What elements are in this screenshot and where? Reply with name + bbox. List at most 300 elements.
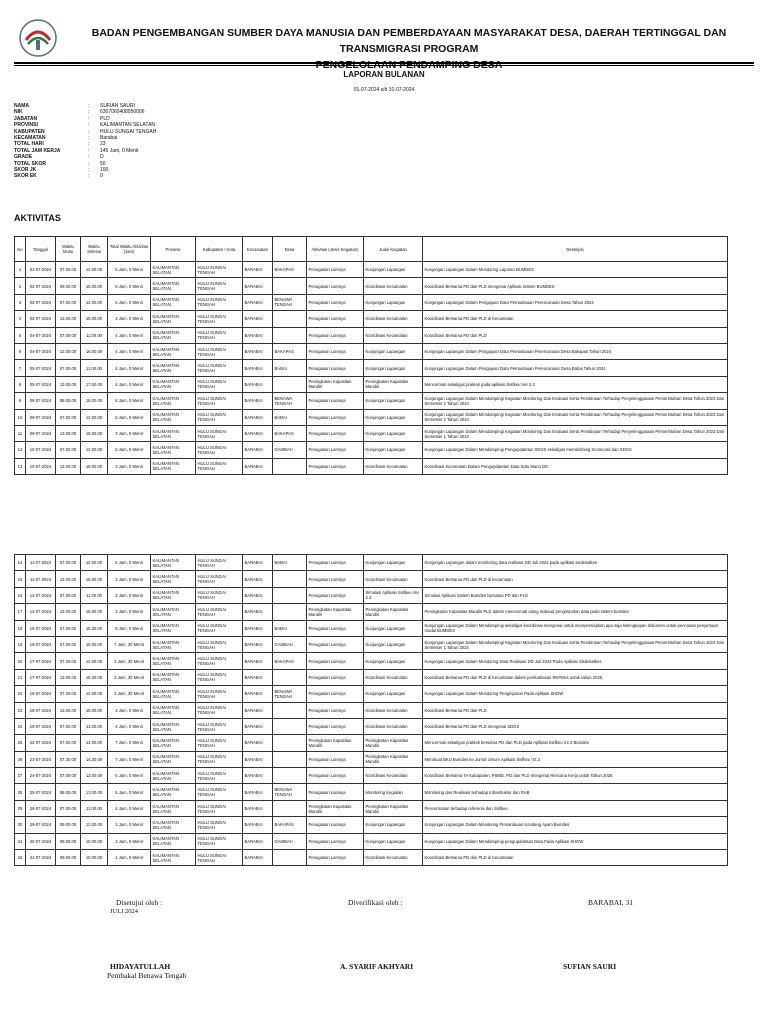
table-row: [15, 620, 728, 636]
table-cell: 11: [15, 425, 26, 441]
table-cell: BARABAI: [243, 393, 273, 409]
table-row: [15, 604, 728, 620]
table-cell: 29-07-2024: [26, 817, 56, 833]
table-cell: Monitoring Kegiatan: [364, 784, 423, 800]
table-cell: 5 Jam, 0 Menit: [108, 262, 151, 278]
table-cell: KALIMANTAN SELATAN: [151, 442, 196, 458]
info-label: SKOR JK: [14, 167, 37, 174]
table-cell: 22-07-2024: [26, 735, 56, 751]
info-value: KALIMANTAN SELATAN: [100, 122, 156, 129]
table-cell: Kunjungan Lapangan: [364, 620, 423, 636]
report-period: 01-07-2024 s/d 31-07-2024: [353, 87, 415, 93]
table-cell: 15.30.00: [81, 620, 108, 636]
table-cell: 02-07-2024: [26, 278, 56, 294]
table-cell: BENAWA TENGAH: [273, 393, 307, 409]
table-cell: Membuat BKU Bumdes ke Jurnal Umum Aplikasi Sisfkeu V2.3: [423, 751, 728, 767]
table-cell: 11.00.00: [81, 800, 108, 816]
table-row: [15, 800, 728, 816]
table-cell: 13.00.00: [56, 571, 81, 587]
table-cell: BARABAI: [243, 620, 273, 636]
header-rule-thin: [14, 65, 754, 66]
report-date-line: JULI 2024: [110, 908, 138, 915]
table-cell: 13.00.00: [56, 669, 81, 685]
table-cell: Koordinasi Kecamatan: [364, 850, 423, 866]
table-cell: 1: [15, 262, 26, 278]
table-cell: HULU SUNGAI TENGAH: [196, 768, 243, 784]
table-cell: Mencermati sekaligus praktek bersama PD dan PLD pada Aplikasi Sisfkeu V2.3 Bumdes: [423, 735, 728, 751]
table-cell: BARABAI: [243, 669, 273, 685]
table-cell: 09-07-2024: [26, 425, 56, 441]
table-cell: Kunjungan Lapangan Dalam Monitoring Pemantauan Kondang Ayam Bumdes: [423, 817, 728, 833]
table-row: [15, 458, 728, 474]
column-header: Waktu Selesai: [81, 237, 108, 262]
table-cell: Mencermati sekaligus praktek pada aplikasi Sisfkeu Ver 2.3: [423, 376, 728, 392]
table-cell: Kunjungan Lapangan Dalam Mendampingi sekaligus koordinasi mengenai untuk mempersiapkan apa saja kelengkapan dokumen untuk pencairan penyertaan modal BUMDES: [423, 620, 728, 636]
table-cell: 9: [15, 393, 26, 409]
table-cell: BENAWA TENGAH: [273, 294, 307, 310]
table-cell: Kunjungan Lapangan: [364, 817, 423, 833]
verified-by-label: Diverifikasi oleh :: [348, 898, 403, 907]
table-cell: KALIMANTAN SELATAN: [151, 587, 196, 603]
table-cell: 07.30.00: [56, 686, 81, 702]
table-cell: KALIMANTAN SELATAN: [151, 458, 196, 474]
table-cell: 03-07-2024: [26, 311, 56, 327]
table-cell: Pencermatan terhadap referensi dan Sisfkeu: [423, 800, 728, 816]
table-cell: BARABAI: [243, 800, 273, 816]
table-cell: HULU SUNGAI TENGAH: [196, 425, 243, 441]
info-label: KECAMATAN: [14, 135, 46, 142]
table-cell: 10.00.00: [81, 850, 108, 866]
table-cell: 12.00.00: [81, 555, 108, 571]
table-cell: BARABAI: [243, 262, 273, 278]
info-label: KABUPATEN: [14, 128, 45, 135]
table-row: [15, 294, 728, 310]
signer-name-2: A. SYARIF AKHYARI: [340, 962, 414, 971]
table-cell: 07.00.00: [56, 718, 81, 734]
info-value: 50: [100, 160, 106, 167]
column-header: Deskripsi: [423, 237, 728, 262]
table-cell: Koordinasi Kecamatan: [364, 768, 423, 784]
table-cell: 3 Jam, 0 Menit: [108, 702, 151, 718]
table-cell: 14: [15, 555, 26, 571]
info-label: TOTAL HARI: [14, 141, 44, 148]
table-row: [15, 784, 728, 800]
table-cell: BARABAI: [243, 817, 273, 833]
column-header: Total Waktu Aktivitas (Jam): [108, 237, 151, 262]
table-cell: Penugasan Lainnya: [307, 360, 364, 376]
table-cell: 16.00.00: [81, 571, 108, 587]
table-cell: 29: [15, 800, 26, 816]
table-cell: 3 Jam, 0 Menit: [108, 604, 151, 620]
table-cell: 5 Jam, 0 Menit: [108, 784, 151, 800]
table-cell: 7 Jam, 30 Menit: [108, 636, 151, 652]
table-cell: BARABAI: [243, 604, 273, 620]
table-cell: 25: [15, 735, 26, 751]
column-header: Waktu Mulai: [56, 237, 81, 262]
table-cell: Penugasan Lainnya: [307, 393, 364, 409]
table-cell: Penugasan Lainnya: [307, 409, 364, 425]
info-colon: :: [88, 147, 90, 154]
table-cell: KALIMANTAN SELATAN: [151, 718, 196, 734]
table-cell: 18-07-2024: [26, 686, 56, 702]
table-cell: KALIMANTAN SELATAN: [151, 702, 196, 718]
table-cell: 17: [15, 604, 26, 620]
table-cell: Penugasan Lainnya: [307, 751, 364, 767]
table-cell: 7: [15, 360, 26, 376]
table-cell: 12.00.00: [81, 409, 108, 425]
table-cell: 4 Jam, 0 Menit: [108, 800, 151, 816]
table-cell: 31: [15, 833, 26, 849]
table-cell: 4 Jam, 0 Menit: [108, 718, 151, 734]
table-cell: 12.00.00: [81, 653, 108, 669]
table-cell: Kunjungan Lapangan: [364, 833, 423, 849]
table-cell: KALIMANTAN SELATAN: [151, 768, 196, 784]
place-date: BARABAI, 31: [588, 898, 634, 907]
table-cell: Penugasan Lainnya: [307, 262, 364, 278]
activity-table-part-1: [14, 236, 728, 475]
info-value: 100: [100, 167, 109, 174]
table-cell: 16.00.00: [81, 343, 108, 359]
info-label: NAMA: [14, 103, 29, 109]
table-cell: [273, 850, 307, 866]
table-cell: Koordinasi Bersama PD dan PLD mengenai Aplikasi Sistem BUMDES: [423, 278, 728, 294]
employee-info: [14, 103, 156, 180]
table-cell: Penugasan Lainnya: [307, 702, 364, 718]
table-cell: 4 Jam, 0 Menit: [108, 587, 151, 603]
table-cell: BARABAI: [243, 735, 273, 751]
table-cell: HULU SUNGAI TENGAH: [196, 702, 243, 718]
table-cell: 04-07-2024: [26, 327, 56, 343]
table-cell: Koordinasi Kecamatan: [364, 702, 423, 718]
table-cell: 15.00.00: [81, 278, 108, 294]
table-row: [15, 768, 728, 784]
table-cell: 12.00.00: [81, 262, 108, 278]
table-cell: Penugasan Lainnya: [307, 768, 364, 784]
table-cell: BABAI: [273, 620, 307, 636]
table-row: [15, 751, 728, 767]
info-label: JABATAN: [14, 115, 38, 122]
info-colon: :: [88, 141, 90, 148]
table-cell: Koordinasi Kecamatan: [364, 669, 423, 685]
table-cell: Kunjungan Lapangan Dalam Pengajuan Data Pemantauan Perencanaan Desa Tahun 2024: [423, 294, 728, 310]
table-cell: 1 Jam, 0 Menit: [108, 850, 151, 866]
table-cell: KALIMANTAN SELATAN: [151, 262, 196, 278]
info-row: [14, 173, 156, 179]
table-cell: 23: [15, 702, 26, 718]
table-cell: KALIMANTAN SELATAN: [151, 669, 196, 685]
activity-table-part-2: [14, 554, 728, 866]
table-cell: KALIMANTAN SELATAN: [151, 555, 196, 571]
table-cell: 18-07-2024: [26, 702, 56, 718]
table-cell: KALIMANTAN SELATAN: [151, 327, 196, 343]
column-header: Aktivitas (Jenis Kegiatan): [307, 237, 364, 262]
table-cell: 09.00.00: [56, 278, 81, 294]
table-cell: [273, 702, 307, 718]
info-colon: :: [88, 154, 90, 161]
table-cell: [273, 311, 307, 327]
table-cell: 16.00.00: [81, 702, 108, 718]
table-cell: Penugasan Lainnya: [307, 718, 364, 734]
table-cell: 24-07-2024: [26, 768, 56, 784]
table-cell: [273, 800, 307, 816]
table-cell: BARABAI: [243, 751, 273, 767]
table-row: [15, 425, 728, 441]
table-cell: KALIMANTAN SELATAN: [151, 735, 196, 751]
table-cell: Koordinasi Bersama PD dan PLD: [423, 327, 728, 343]
table-row: [15, 555, 728, 571]
table-cell: KALIMANTAN SELATAN: [151, 604, 196, 620]
table-cell: Koordinasi Bersama PD dan PLD: [423, 702, 728, 718]
table-cell: 08.00.00: [56, 833, 81, 849]
table-cell: Peningkatan Kapasitas Mandiri PLD dalam mencermati ulang maksud pengimputan data pada sistem bumdes: [423, 604, 728, 620]
table-cell: Penugasan Lainnya: [307, 278, 364, 294]
table-cell: 07.30.00: [56, 620, 81, 636]
table-row: [15, 278, 728, 294]
table-cell: [273, 669, 307, 685]
table-cell: 10: [15, 409, 26, 425]
table-cell: Peningkatan Kapasitas Mandiri: [307, 800, 364, 816]
table-cell: [273, 327, 307, 343]
table-cell: 11.00.00: [81, 718, 108, 734]
table-cell: 4 Jam, 30 Menit: [108, 686, 151, 702]
table-cell: Penugasan Lainnya: [307, 343, 364, 359]
table-cell: KALIMANTAN SELATAN: [151, 817, 196, 833]
table-cell: Kunjungan Lapangan Dalam Monitoring Data Realisasi DD Juli 2024 Pada Aplikasi Sisdesalkes: [423, 653, 728, 669]
table-cell: Penugasan Lainnya: [307, 311, 364, 327]
table-cell: Koordinasi Bersama PD dan PLD di Kecamatan dalam pembahasan RKPDes untuk tahun 2025: [423, 669, 728, 685]
table-cell: 25-07-2024: [26, 784, 56, 800]
table-cell: Penugasan Lainnya: [307, 817, 364, 833]
table-cell: Koordinasi Bersama TA Kabupaten, PSMD, PD dan PLD mengenai Rencana Kerja untuk Tahun 2025: [423, 768, 728, 784]
table-cell: 03-07-2024: [26, 294, 56, 310]
table-cell: HULU SUNGAI TENGAH: [196, 278, 243, 294]
table-cell: 07.00.00: [56, 587, 81, 603]
table-cell: BARABAI: [243, 376, 273, 392]
table-cell: Koordinasi Bersama PD dan PLD di Kecamatan: [423, 850, 728, 866]
table-cell: 22: [15, 686, 26, 702]
table-cell: Peningkatan Kapasitas Mandiri: [364, 735, 423, 751]
table-row: [15, 376, 728, 392]
table-cell: 3 Jam, 0 Menit: [108, 571, 151, 587]
table-cell: 11-07-2024: [26, 555, 56, 571]
table-cell: Kunjungan Lapangan: [364, 262, 423, 278]
info-label: NIK: [14, 109, 23, 116]
table-cell: 12: [15, 442, 26, 458]
table-cell: 16.00.00: [81, 311, 108, 327]
table-cell: [273, 604, 307, 620]
table-cell: BARABAI: [243, 294, 273, 310]
table-cell: BAKAPAS: [273, 262, 307, 278]
table-cell: BENAWA TENGAH: [273, 784, 307, 800]
table-cell: Koordinasi Kecamatan: [364, 327, 423, 343]
table-cell: 17-07-2024: [26, 653, 56, 669]
table-cell: KALIMANTAN SELATAN: [151, 278, 196, 294]
table-cell: Peningkatan Kapasitas Mandiri: [364, 376, 423, 392]
info-label: GRADE: [14, 154, 33, 161]
table-cell: 16: [15, 587, 26, 603]
info-colon: :: [88, 115, 90, 122]
table-cell: 17-07-2024: [26, 669, 56, 685]
info-label: SKOR EK: [14, 173, 37, 180]
table-cell: 07.00.00: [56, 327, 81, 343]
header-rule-thick: [14, 62, 754, 64]
table-cell: 24: [15, 718, 26, 734]
info-value: D: [100, 154, 104, 161]
table-cell: 2 Jam, 0 Menit: [108, 833, 151, 849]
table-cell: KALIMANTAN SELATAN: [151, 425, 196, 441]
signer-role-1: Pembakal Benawa Tengah: [107, 971, 187, 980]
table-cell: Penugasan Lainnya: [307, 571, 364, 587]
column-header: Kabupaten / Kota: [196, 237, 243, 262]
table-row: [15, 817, 728, 833]
table-cell: BABAI: [273, 409, 307, 425]
table-cell: 07.00.00: [56, 409, 81, 425]
table-cell: 17.00.00: [81, 376, 108, 392]
table-cell: 07.30.00: [56, 653, 81, 669]
table-row: [15, 718, 728, 734]
table-cell: HULU SUNGAI TENGAH: [196, 784, 243, 800]
info-value: 23: [100, 141, 106, 148]
table-cell: Koordinasi Kecamatan: [364, 458, 423, 474]
table-cell: BARABAI: [243, 425, 273, 441]
table-cell: HULU SUNGAI TENGAH: [196, 636, 243, 652]
table-cell: 31-07-2024: [26, 850, 56, 866]
info-colon: :: [88, 167, 90, 174]
table-cell: HULU SUNGAI TENGAH: [196, 262, 243, 278]
table-cell: 4 Jam, 0 Menit: [108, 343, 151, 359]
table-cell: HULU SUNGAI TENGAH: [196, 800, 243, 816]
table-row: [15, 686, 728, 702]
table-cell: 8 Jam, 0 Menit: [108, 620, 151, 636]
section-title-aktivitas: AKTIVITAS: [14, 213, 61, 223]
table-row: [15, 735, 728, 751]
table-cell: Kunjungan Lapangan Dalam Mendampingi Pengupdatetan SDGS sekaligus membimbing Scorecard dan SDGS: [423, 442, 728, 458]
table-cell: KALIMANTAN SELATAN: [151, 784, 196, 800]
table-cell: 05-07-2024: [26, 376, 56, 392]
table-cell: 6: [15, 343, 26, 359]
table-cell: Penugasan Lainnya: [307, 425, 364, 441]
table-cell: Kunjungan Lapangan: [364, 409, 423, 425]
table-cell: BARABAI: [243, 555, 273, 571]
table-cell: 5 Jam, 0 Menit: [108, 409, 151, 425]
table-cell: 15-07-2024: [26, 620, 56, 636]
table-cell: Kunjungan Lapangan Dalam Mendampingi Kegiatan Monitoring Dan Evaluasi Serta Pembinaan Terhadap Penyelenggaraan Pemerintahan Desa Tahun 2023 Dan Semester 1 Tahun 2024: [423, 425, 728, 441]
table-cell: 3 Jam, 0 Menit: [108, 311, 151, 327]
info-value: 0: [100, 173, 103, 180]
table-cell: 16-07-2024: [26, 636, 56, 652]
table-cell: 07.30.00: [56, 636, 81, 652]
table-cell: BARABAI: [243, 784, 273, 800]
table-cell: GAMBAH: [273, 833, 307, 849]
table-cell: Kunjungan Lapangan: [364, 442, 423, 458]
table-cell: 12.00.00: [81, 294, 108, 310]
table-cell: Kunjungan Lapangan Dalam Mendampingi Kegiatan Monitoring Dan Evaluasi Serta Pembinaan Terhadap Penyelenggaraan Pemerintahan Desa Tahun 2023 Dan Semester 1 Tahun 2024: [423, 393, 728, 409]
table-cell: 28: [15, 784, 26, 800]
table-cell: Kunjungan Lapangan: [364, 653, 423, 669]
table-cell: 11.00.00: [81, 587, 108, 603]
table-cell: HULU SUNGAI TENGAH: [196, 718, 243, 734]
table-cell: 13.00.00: [81, 784, 108, 800]
table-cell: Kunjungan Lapangan Dalam Monitoring Penginputan Pada Aplikasi SHDW: [423, 686, 728, 702]
table-cell: KALIMANTAN SELATAN: [151, 653, 196, 669]
table-cell: Kunjungan Lapangan Dalam Pengajuan Data Pemantauan Perencanaan Desa Bakapas Tahun 2024: [423, 343, 728, 359]
table-cell: HULU SUNGAI TENGAH: [196, 669, 243, 685]
table-cell: 4 Jam, 0 Menit: [108, 327, 151, 343]
table-cell: Simulasi Aplikasi Sistem Bumdes bersama PD dan PLD: [423, 587, 728, 603]
table-cell: HULU SUNGAI TENGAH: [196, 327, 243, 343]
table-row: [15, 653, 728, 669]
signer-name-1: HIDAYATULLAH: [110, 962, 171, 971]
table-cell: BARABAI: [243, 311, 273, 327]
table-cell: [273, 735, 307, 751]
table-cell: 5 Jam, 0 Menit: [108, 442, 151, 458]
table-row: [15, 393, 728, 409]
table-cell: BARABAI: [243, 409, 273, 425]
table-cell: BARABAI: [243, 360, 273, 376]
org-line-2: PENGELOLAAN PENDAMPING DESA: [315, 59, 503, 71]
table-header-row: [15, 237, 728, 262]
table-cell: Koordinasi Kecamatan: [364, 718, 423, 734]
table-cell: 3 Jam, 0 Menit: [108, 458, 151, 474]
table-cell: Penugasan Lainnya: [307, 458, 364, 474]
table-cell: 07.00.00: [56, 360, 81, 376]
table-cell: BARABAI: [243, 327, 273, 343]
table-cell: BARABAI: [243, 653, 273, 669]
table-row: [15, 311, 728, 327]
table-cell: 12.00.00: [81, 768, 108, 784]
info-value: Barabai: [100, 135, 118, 142]
table-cell: Kunjungan Lapangan dalam monitoring data realisasi DD Juli 2024 pada aplikasi sisdesalkes: [423, 555, 728, 571]
table-cell: 30: [15, 817, 26, 833]
table-cell: [273, 278, 307, 294]
table-cell: BENAWA TENGAH: [273, 686, 307, 702]
table-cell: BAKAPAS: [273, 653, 307, 669]
table-cell: 15.00.00: [81, 636, 108, 652]
table-cell: Penugasan Lainnya: [307, 669, 364, 685]
table-cell: 11.00.00: [81, 327, 108, 343]
info-label: TOTAL SKOR: [14, 160, 46, 167]
table-cell: 14.30.00: [81, 751, 108, 767]
table-cell: KALIMANTAN SELATAN: [151, 833, 196, 849]
table-cell: BAKAPAS: [273, 343, 307, 359]
table-cell: 4 Jam, 0 Menit: [108, 360, 151, 376]
column-header: Tanggal: [26, 237, 56, 262]
table-cell: GAMBAH: [273, 442, 307, 458]
table-cell: [273, 587, 307, 603]
table-cell: KALIMANTAN SELATAN: [151, 620, 196, 636]
table-cell: 7 Jam, 0 Menit: [108, 735, 151, 751]
table-cell: 16.00.00: [81, 604, 108, 620]
table-cell: BARABAI: [243, 458, 273, 474]
table-cell: 10-07-2024: [26, 442, 56, 458]
table-cell: Koordinasi Bersama PD dan PLD di kecamatan: [423, 571, 728, 587]
table-cell: KALIMANTAN SELATAN: [151, 409, 196, 425]
table-cell: Kunjungan Lapangan Dalam Monitoring Laporan BUMDES: [423, 262, 728, 278]
table-cell: KALIMANTAN SELATAN: [151, 636, 196, 652]
table-cell: [273, 718, 307, 734]
info-colon: :: [88, 135, 90, 142]
table-cell: HULU SUNGAI TENGAH: [196, 587, 243, 603]
table-cell: 3 Jam, 30 Menit: [108, 669, 151, 685]
table-cell: BAKAPAS: [273, 425, 307, 441]
table-cell: 07.30.00: [56, 751, 81, 767]
table-cell: 16.00.00: [81, 458, 108, 474]
table-cell: 13.00.00: [56, 376, 81, 392]
table-row: [15, 702, 728, 718]
column-header: Kecamatan: [243, 237, 273, 262]
table-cell: Peningkatan Kapasitas Mandiri: [307, 735, 364, 751]
table-cell: BARABAI: [243, 718, 273, 734]
